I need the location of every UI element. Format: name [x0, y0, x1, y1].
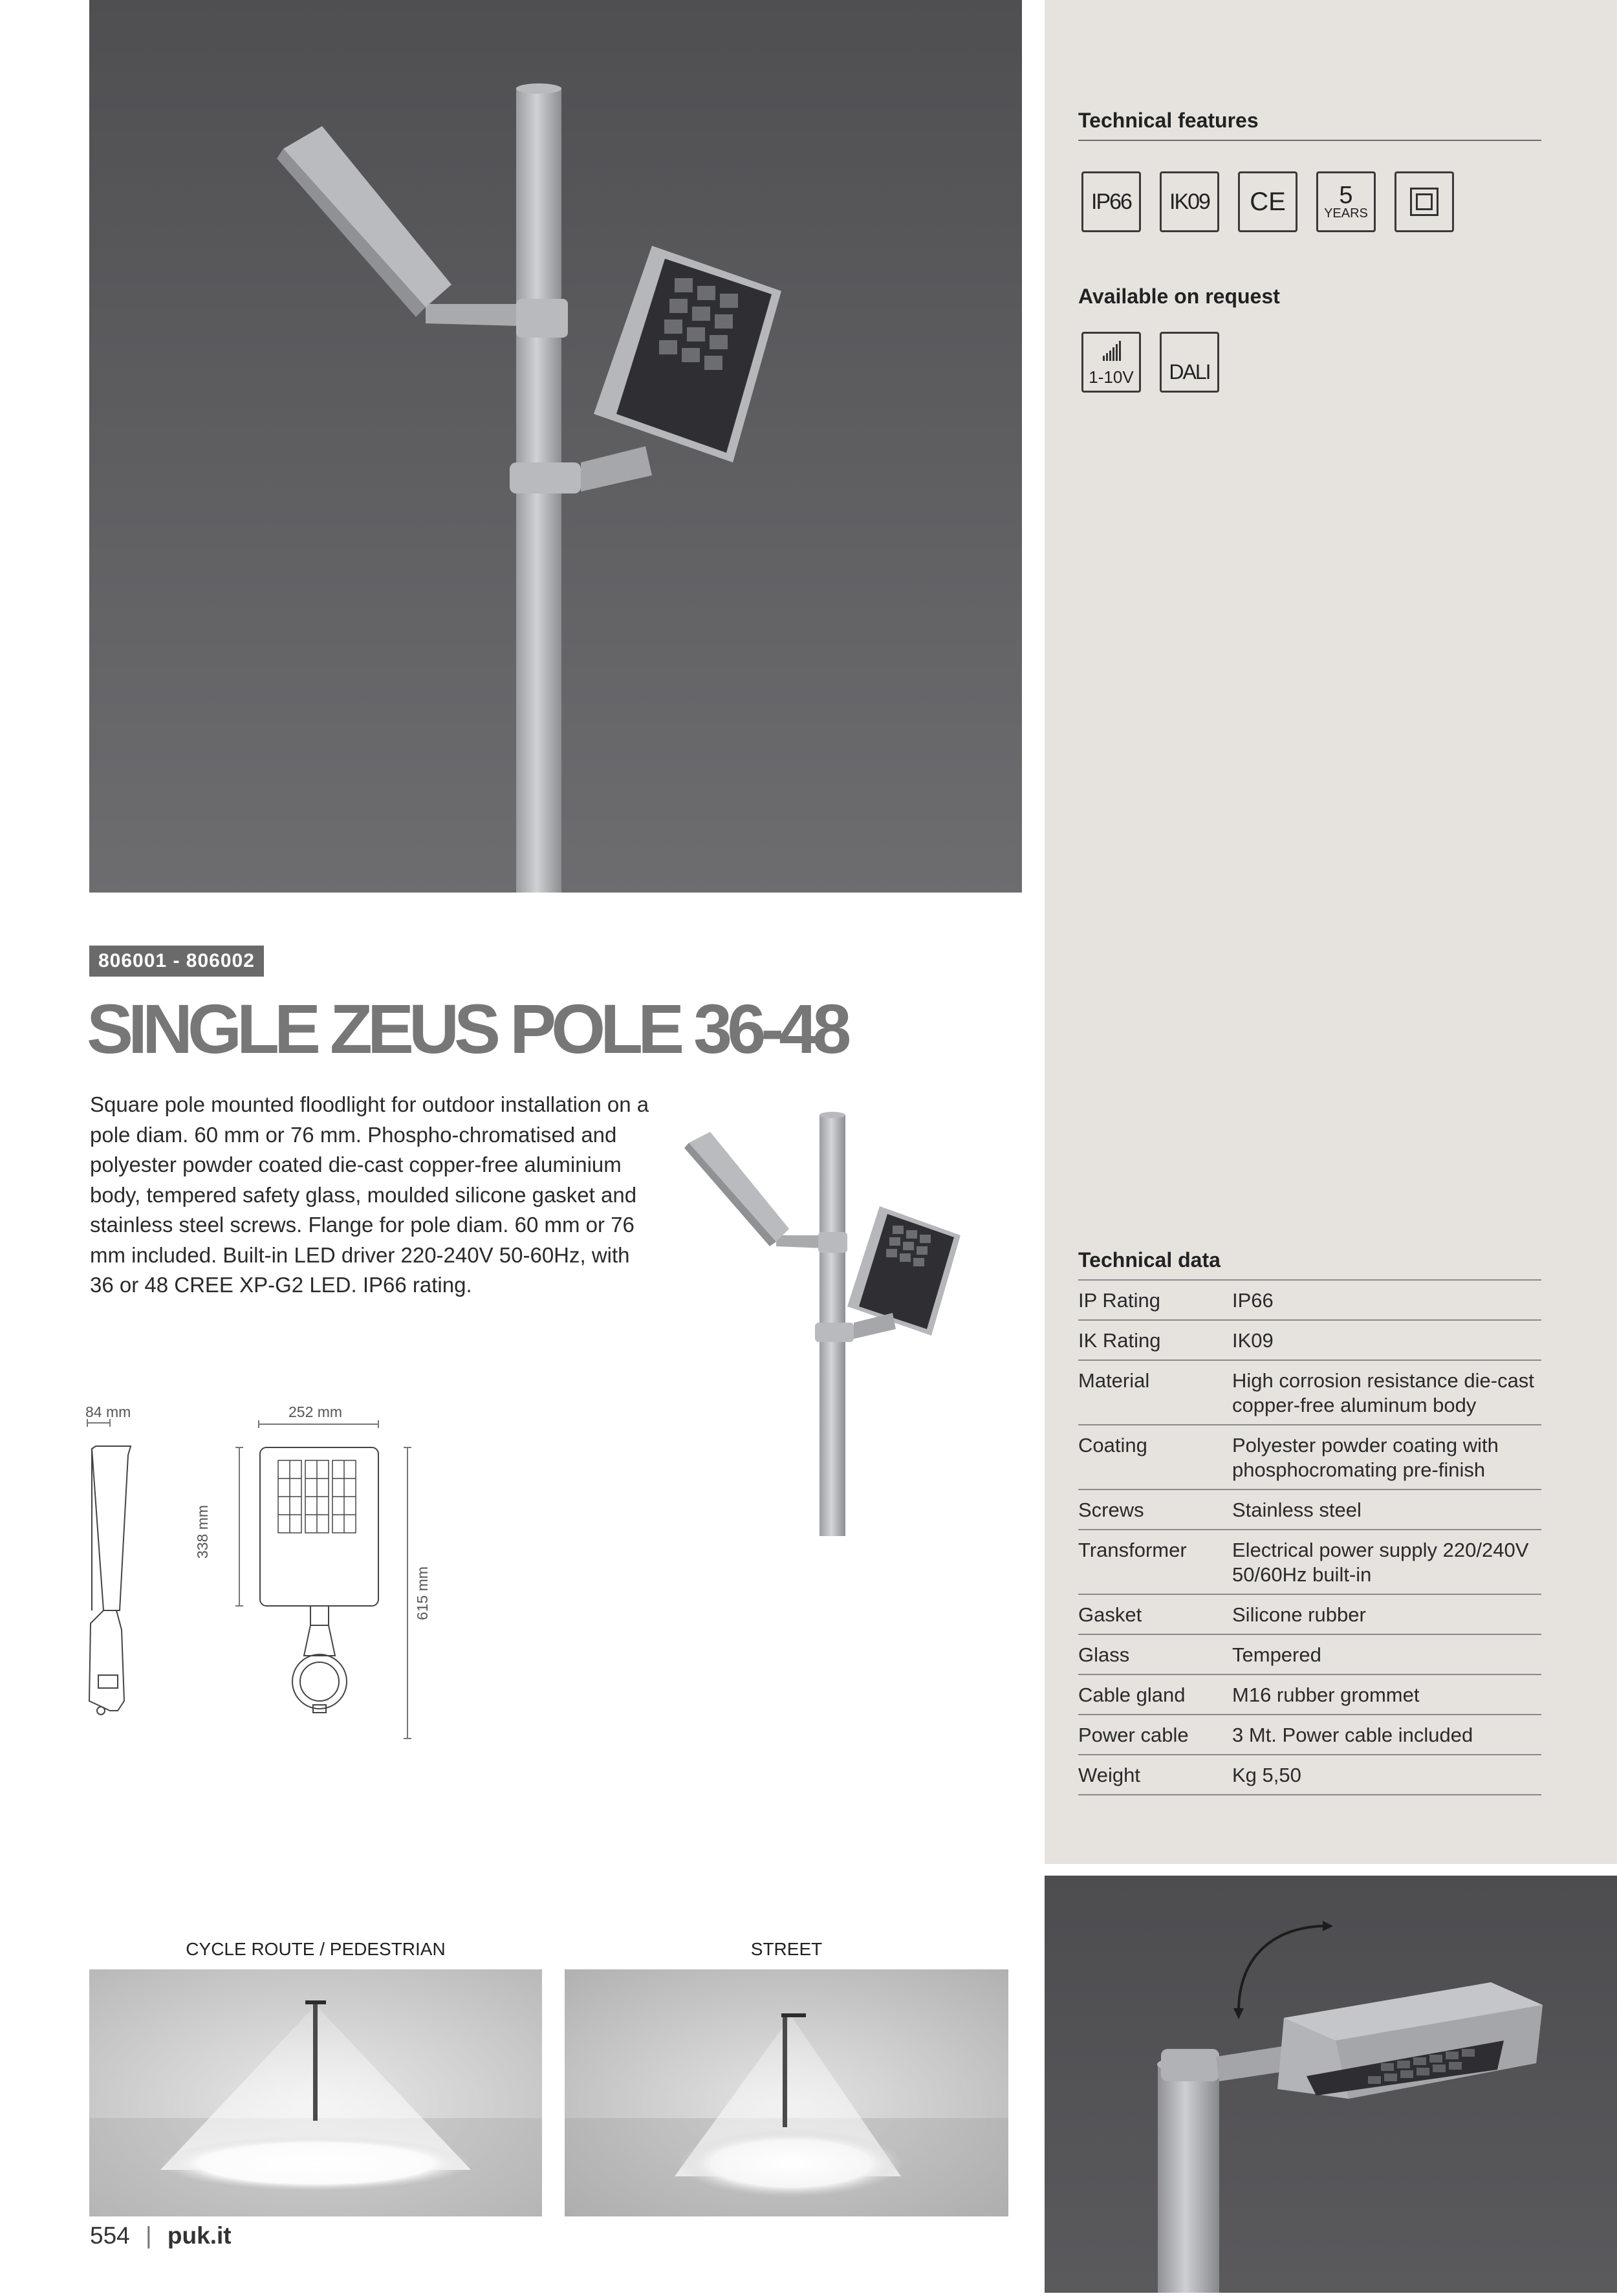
- row-label: Glass: [1078, 1643, 1130, 1666]
- ik09-badge-icon: IK09: [1160, 171, 1219, 232]
- row-value: Silicone rubber: [1232, 1603, 1366, 1626]
- table-row: [1078, 1319, 1541, 1359]
- table-row: [1078, 1674, 1541, 1714]
- product-thumbnail: [679, 1109, 977, 1536]
- dim-width-label: 252 mm: [288, 1403, 343, 1420]
- row-label: Cable gland: [1078, 1684, 1186, 1706]
- table-row: [1078, 1714, 1541, 1754]
- footer-site-link[interactable]: puk.it: [167, 2222, 232, 2249]
- row-label: Material: [1078, 1369, 1150, 1392]
- dali-icon: DALI: [1160, 332, 1219, 393]
- row-value: M16 rubber grommet: [1232, 1684, 1420, 1706]
- dim-depth-label: 84 mm: [85, 1403, 131, 1420]
- table-row: [1078, 1634, 1541, 1674]
- warranty-5-years-icon: [1316, 171, 1376, 232]
- product-code-badge: 806001 - 806002: [89, 946, 264, 977]
- class-ii-double-insulation-icon: [1395, 171, 1454, 232]
- tech-features-rule: [1078, 140, 1541, 141]
- signal-bars-icon: [1083, 339, 1139, 365]
- row-value: Electrical power supply 220/240V 50/60Hz built-in: [1232, 1539, 1529, 1586]
- application-label-street: STREET: [750, 1939, 823, 1959]
- dimming-1-10v-icon: [1081, 332, 1141, 393]
- table-row: [1078, 1754, 1541, 1795]
- table-row: [1078, 1489, 1541, 1529]
- row-label: Transformer: [1078, 1539, 1187, 1561]
- available-title: Available on request: [1078, 285, 1280, 308]
- row-label: Screws: [1078, 1499, 1144, 1521]
- row-label: Gasket: [1078, 1603, 1142, 1626]
- row-label: Coating: [1078, 1434, 1147, 1457]
- hero-product-photo: [89, 0, 1022, 893]
- row-label: IK Rating: [1078, 1329, 1161, 1352]
- application-label-pedestrian: CYCLE ROUTE / PEDESTRIAN: [186, 1939, 446, 1959]
- row-label: Power cable: [1078, 1724, 1189, 1746]
- product-title: SINGLE ZEUS POLE 36-48: [87, 990, 847, 1068]
- row-value: IP66: [1232, 1289, 1274, 1312]
- warranty-number: 5: [1339, 182, 1353, 209]
- row-value: Kg 5,50: [1232, 1764, 1301, 1786]
- ip66-badge-icon: IP66: [1081, 171, 1141, 232]
- page-footer: [90, 2222, 232, 2249]
- table-row: [1078, 1359, 1541, 1424]
- application-photo-street: [565, 1969, 1008, 2216]
- rotation-detail-photo: [1045, 1876, 1617, 2293]
- row-value: 3 Mt. Power cable included: [1232, 1724, 1473, 1746]
- page-number: 554: [90, 2222, 130, 2249]
- dim-total-height-label: 615 mm: [414, 1566, 431, 1620]
- product-description: Square pole mounted floodlight for outdoor installation on a pole diam. 60 mm or 76 mm. Phospho-chromatised and polyester powder coated die-cast copper-free aluminium body, tempered safety glass, moulded silicone gasket and stainless steel screws. Flange for pole diam. 60 mm or 76 mm included. Built-in LED driver 220-240V 50-60Hz, with 36 or 48 CREE XP-G2 LED. IP66 rating.: [90, 1092, 649, 1297]
- tech-features-title: Technical features: [1078, 109, 1259, 132]
- table-row: [1078, 1594, 1541, 1634]
- footer-separator: |: [146, 2222, 152, 2249]
- row-value: High corrosion resistance die-cast copper-free aluminum body: [1232, 1369, 1534, 1416]
- table-row: [1078, 1279, 1541, 1319]
- table-row: [1078, 1424, 1541, 1489]
- ce-mark-icon: CE: [1238, 171, 1297, 232]
- row-value: Tempered: [1232, 1643, 1321, 1666]
- table-row: [1078, 1529, 1541, 1594]
- dimension-drawing: [78, 1416, 440, 1753]
- tech-data-title: Technical data: [1078, 1248, 1221, 1272]
- row-value: Stainless steel: [1232, 1499, 1362, 1521]
- dim-head-height-label: 338 mm: [194, 1504, 211, 1559]
- tech-data-table: [1078, 1279, 1541, 1795]
- application-photo-pedestrian: [89, 1969, 542, 2216]
- row-label: Weight: [1078, 1764, 1140, 1786]
- row-value: Polyester powder coating with phosphocromating pre-finish: [1232, 1434, 1499, 1481]
- row-label: IP Rating: [1078, 1289, 1160, 1312]
- warranty-years-label: YEARS: [1324, 206, 1368, 221]
- dimming-label: 1-10V: [1089, 367, 1134, 387]
- row-value: IK09: [1232, 1329, 1274, 1352]
